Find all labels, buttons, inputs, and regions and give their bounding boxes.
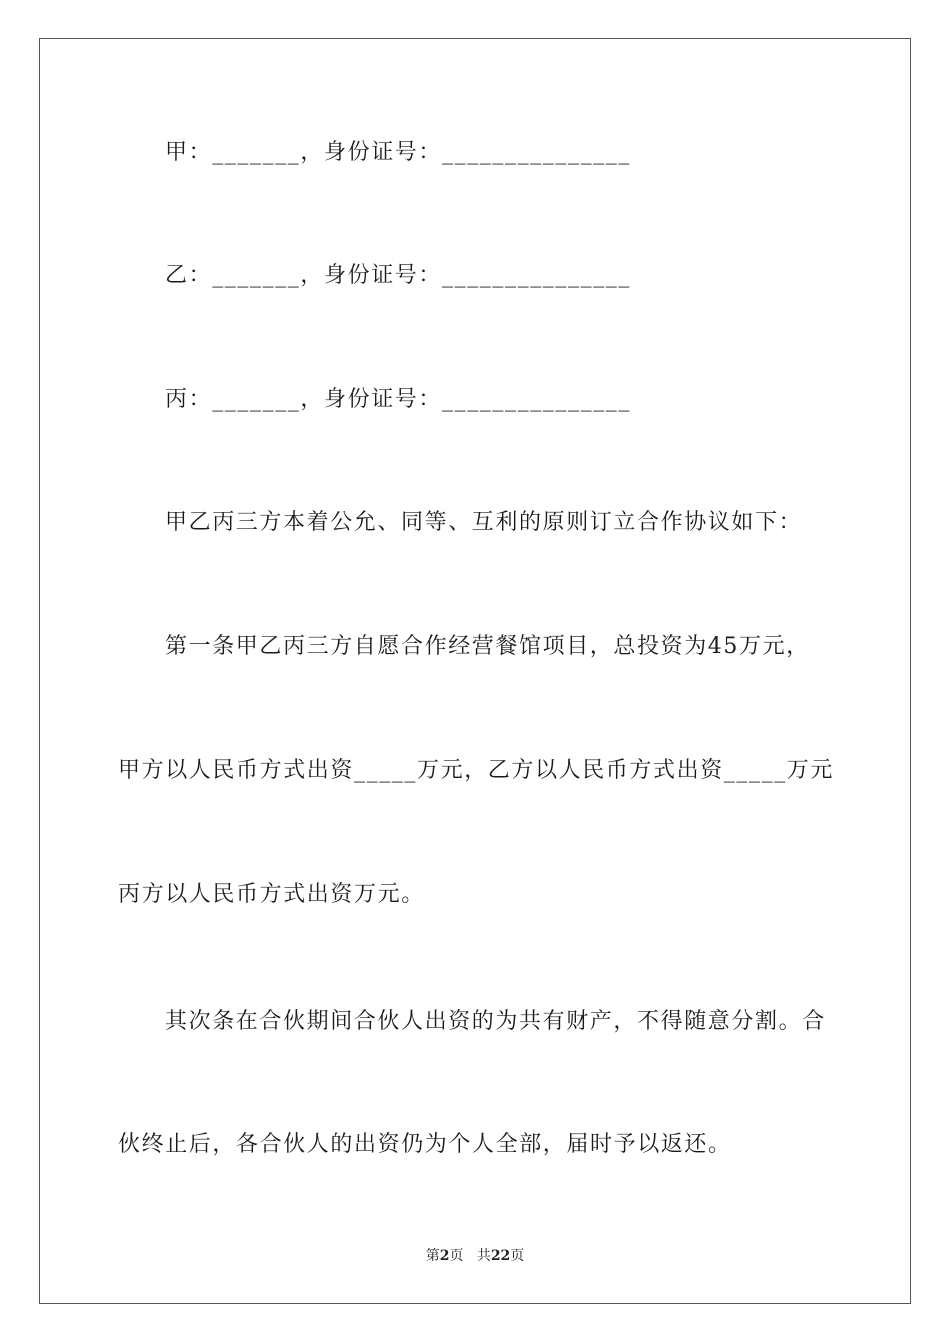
article-two-line-1: 其次条在合伙期间合伙人出资的为共有财产，不得随意分割。合 — [165, 1009, 826, 1034]
article-one-line-1: 第一条甲乙丙三方自愿合作经营餐馆项目，总投资为45万元， — [165, 634, 810, 659]
agreement-intro: 甲乙丙三方本着公允、同等、互利的原则订立合作协议如下： — [165, 510, 803, 535]
party-a-line: 甲：_______，身份证号：_______________ — [165, 140, 632, 165]
article-one-line-3: 丙方以人民币方式出资万元。 — [118, 882, 425, 907]
party-b-line: 乙：_______，身份证号：_______________ — [165, 263, 632, 288]
page-suffix: 页 — [449, 1248, 464, 1264]
page-number: 2 — [439, 1248, 450, 1264]
total-pages: 22 — [490, 1248, 511, 1264]
article-two-line-2: 伙终止后，各合伙人的出资仍为个人全部，届时予以返还。 — [118, 1132, 732, 1157]
total-prefix: 共 — [476, 1248, 491, 1264]
total-suffix: 页 — [510, 1248, 525, 1264]
page-prefix: 第 — [425, 1248, 440, 1264]
page-border — [39, 38, 911, 1304]
party-c-line: 丙：_______，身份证号：_______________ — [165, 387, 632, 412]
page-footer — [0, 1246, 950, 1266]
article-one-line-2: 甲方以人民币方式出资_____万元，乙方以人民币方式出资_____万元 — [118, 758, 835, 783]
